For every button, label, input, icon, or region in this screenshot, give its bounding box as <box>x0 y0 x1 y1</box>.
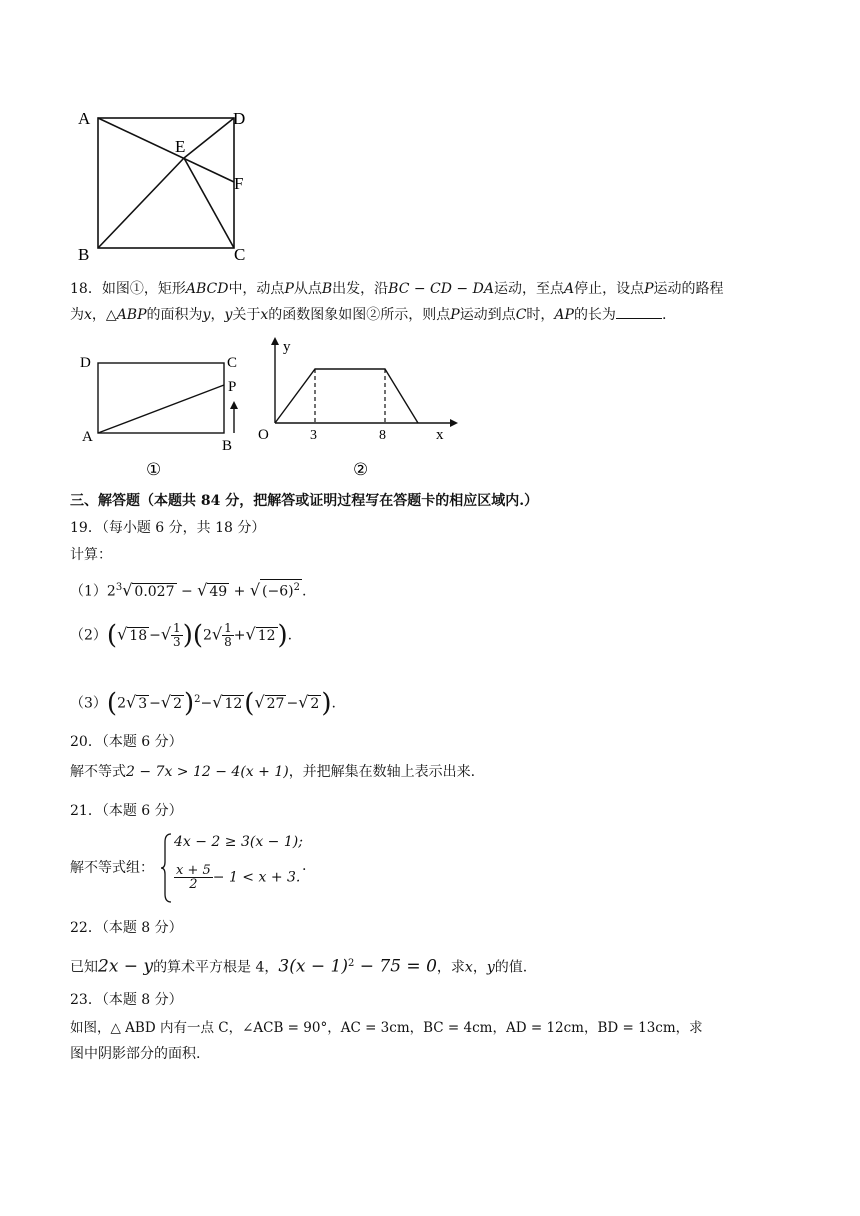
q19-intro: 计算： <box>70 547 112 563</box>
q20-head: 20．（本题 6 分） <box>70 734 183 750</box>
figure-square-abcd <box>70 100 260 270</box>
q18-line1: 18．如图①，矩形ABCD中，动点P从点B出发，沿BC − CD − DA运动，至点A停止，设点P运动的路程 <box>70 281 724 297</box>
q21-end: . <box>302 858 307 874</box>
q18-line2: 为x，△ABP的面积为y，y关于x的函数图象如图②所示，则点P运动到点C时，AP的长为 . <box>70 307 667 323</box>
q19-head: 19．（每小题 6 分，共 18 分） <box>70 520 266 536</box>
label-B: B <box>78 245 90 264</box>
caption-1: ① <box>146 460 162 479</box>
q22-head: 22．（本题 8 分） <box>70 920 183 936</box>
q21-ineq1: 4x − 2 ≥ 3(x − 1); <box>174 834 303 850</box>
rect-label-D: D <box>80 355 91 371</box>
brace-icon <box>160 832 172 904</box>
q21-ineq2: $\frac{x + 5}{2}$ − 1 < x + 3. <box>176 863 301 892</box>
label-E: E <box>175 137 186 156</box>
label-F: F <box>234 174 244 193</box>
question-18 <box>70 279 800 325</box>
q19-part2: （2）(√ 18 −√ $\frac{1}{3}$ )(2√ $\frac{1}{8}$ +√ 12). <box>70 620 293 651</box>
rect-label-B: B <box>222 438 233 454</box>
q21-head: 21．（本题 6 分） <box>70 803 183 819</box>
rect-label-A: A <box>82 429 93 445</box>
label-A: A <box>78 109 91 128</box>
rect-label-P: P <box>228 379 237 395</box>
answer-blank <box>616 306 662 319</box>
section-3-title: 三、解答题（本题共 84 分，把解答或证明过程写在答题卡的相应区域内.） <box>70 493 539 509</box>
q23-line1: 如图，△ ABD 内有一点 C，∠ACB = 90°，AC = 3cm，BC = 4cm，AD = 12cm，BD = 13cm，求 <box>70 1020 703 1036</box>
tick-3: 3 <box>310 428 317 443</box>
label-D: D <box>233 109 246 128</box>
q20-body: 解不等式2 − 7x > 12 − 4(x + 1)，并把解集在数轴上表示出来. <box>70 764 476 780</box>
q22-body: 已知2x − y的算术平方根是 4，$3(x - 1)^2 - 75 = 0$，求x，y的值. <box>70 956 528 977</box>
q23-head: 23．（本题 8 分） <box>70 992 183 1008</box>
q19-part3: （3）(2√ 3 −√ 2)$^2$−√ 12(√ 27 −√ 2). <box>70 688 336 719</box>
q21-system <box>160 828 320 908</box>
caption-2: ② <box>353 460 369 479</box>
rect-label-C: C <box>227 355 238 371</box>
tick-8: 8 <box>379 428 386 443</box>
q21-pre: 解不等式组： <box>70 860 154 876</box>
figure-18 <box>70 335 470 485</box>
q19-part1: $(1)2^3√$ 0.027 − √ 49 + √ $(-6)^2$ . <box>70 580 307 600</box>
axis-x-label: x <box>436 427 444 443</box>
axis-origin-label: O <box>258 427 269 443</box>
q23-line2: 图中阴影部分的面积. <box>70 1046 201 1062</box>
label-C: C <box>234 245 246 264</box>
axis-y-label: y <box>283 339 291 355</box>
